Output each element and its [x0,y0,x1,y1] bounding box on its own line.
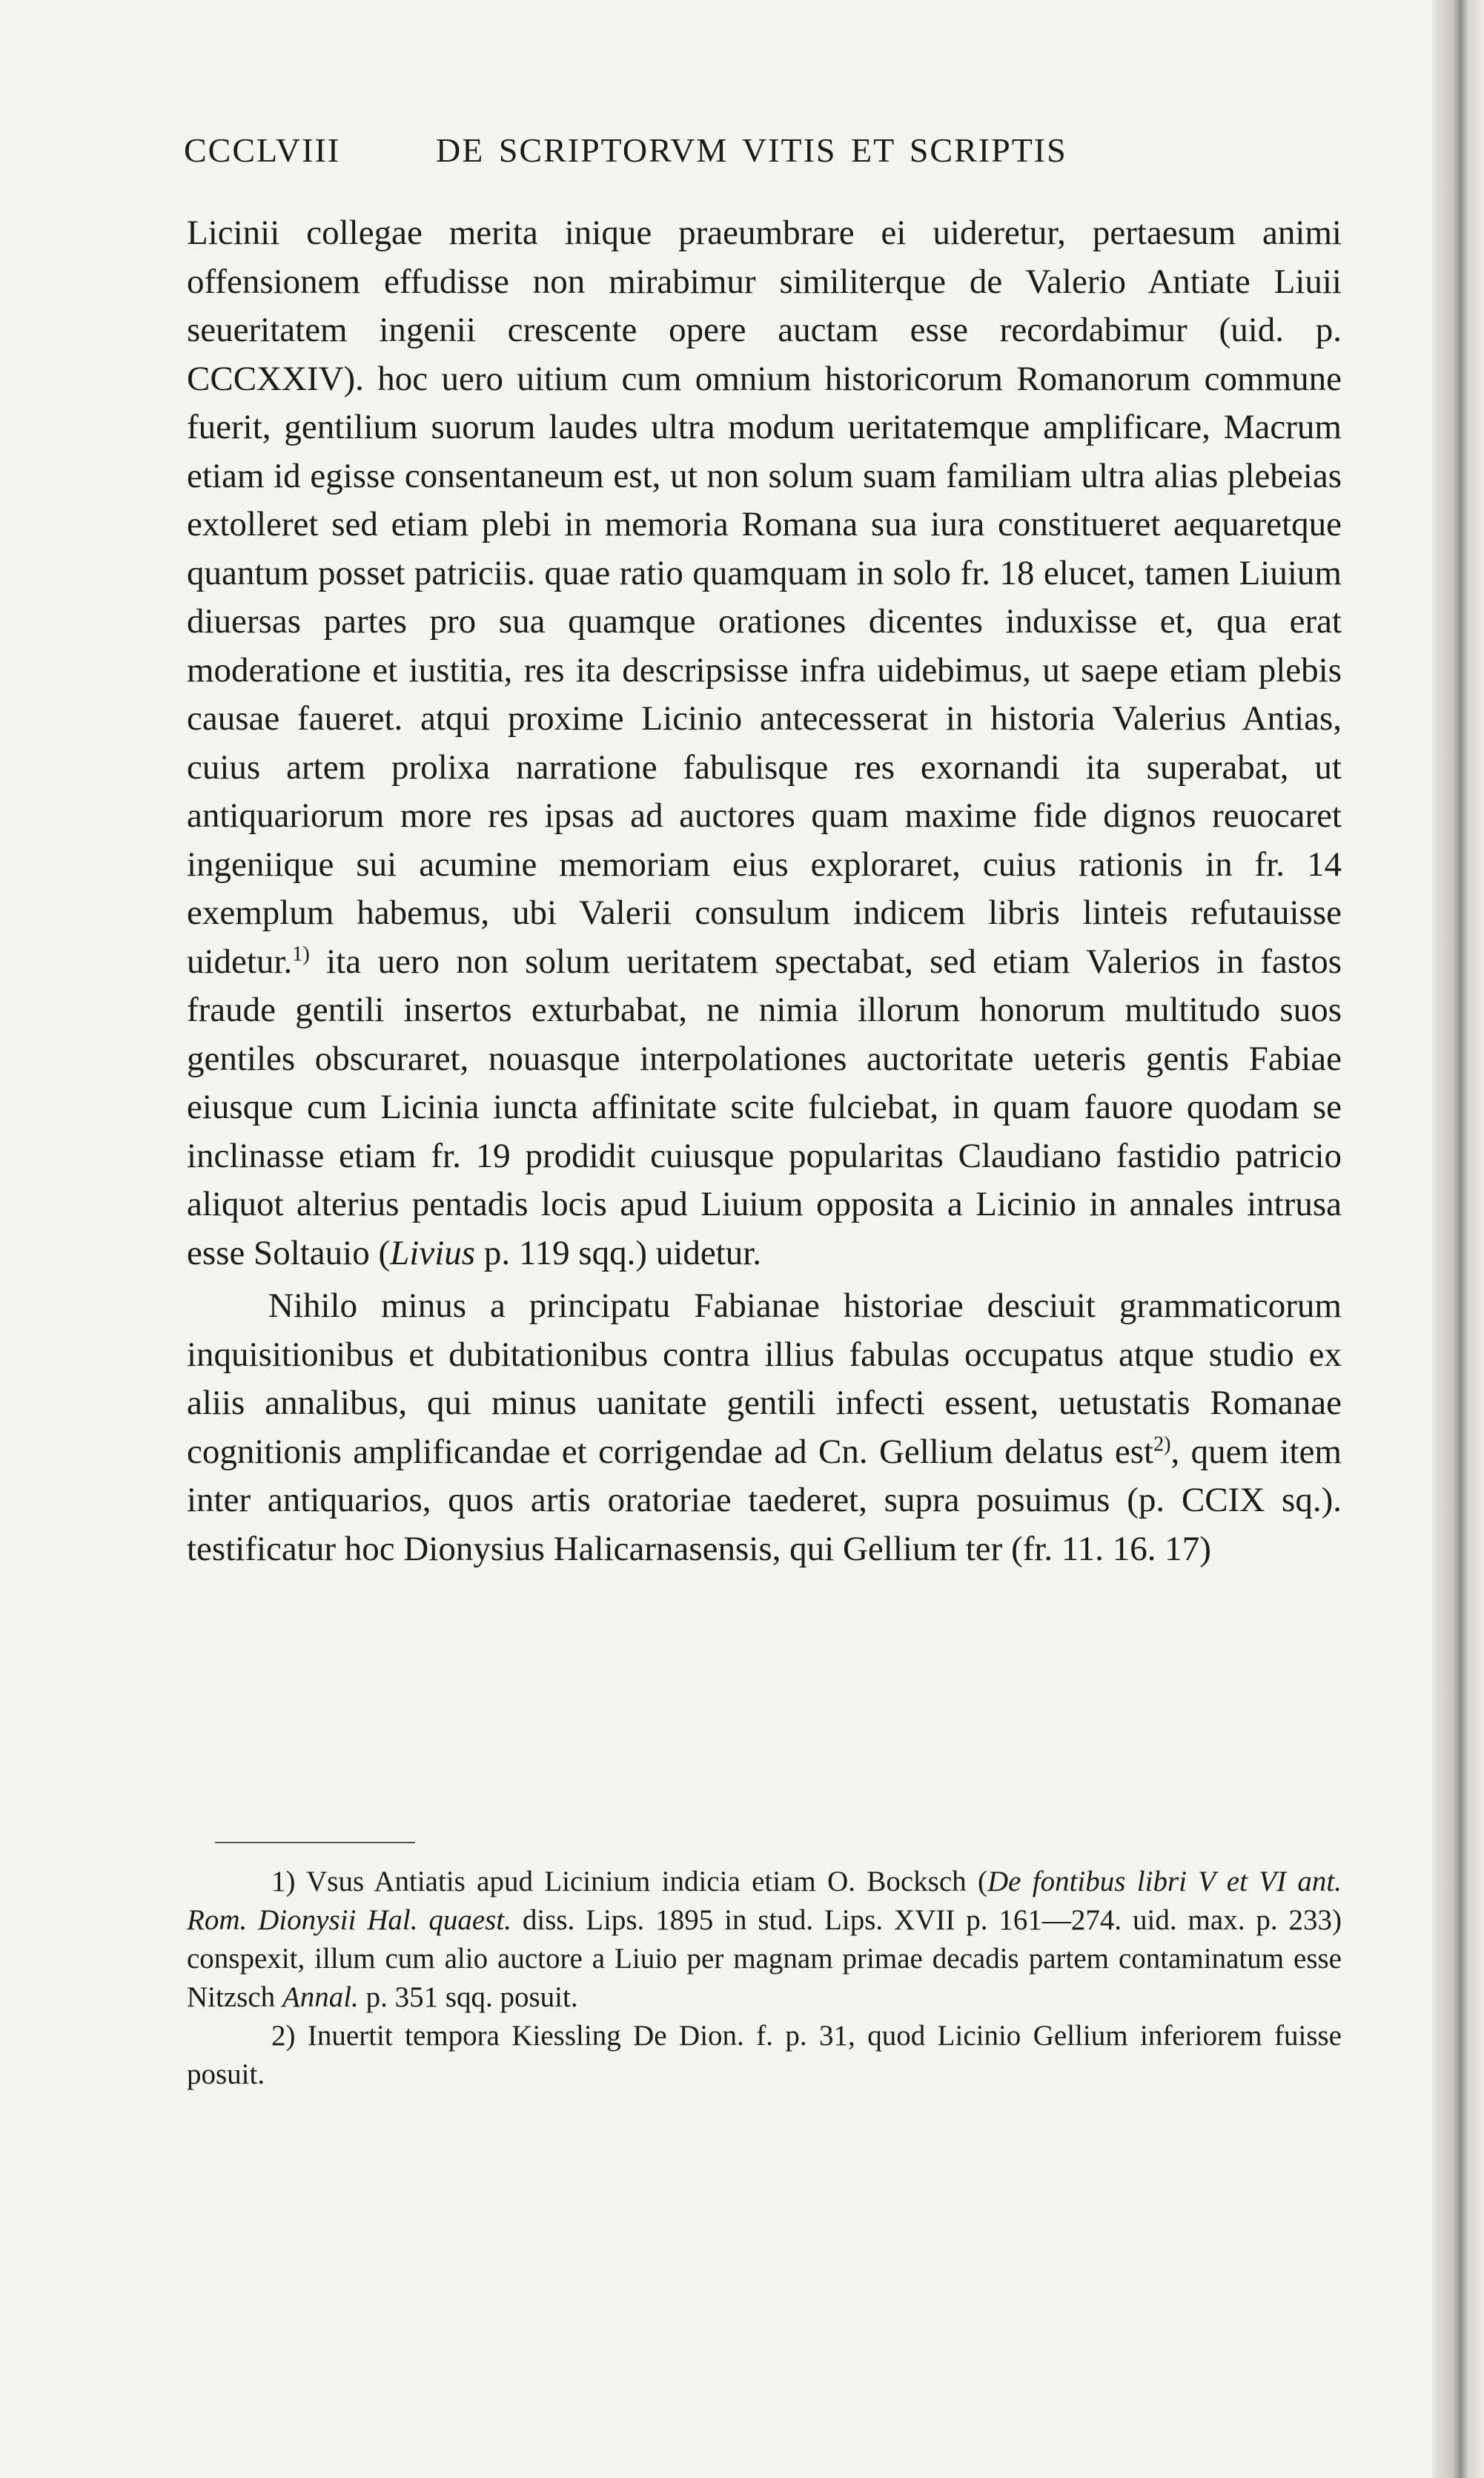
footnote-marker: 2) [1153,1432,1171,1456]
footnote-rule [215,1842,415,1843]
footnotes [187,1863,1342,2094]
main-text [187,209,1342,1573]
footnote-2 [187,2017,1342,2094]
text-run: sq.). testificatur hoc Dionysius Halicarnasensis, qui Gellium ter (fr. 11. 16. 17) [187,1481,1342,1568]
text-run: Inuertit tempora Kiessling De Dion. f. p. 31, quod Licinio Gellium inferiorem fuisse posuit. [187,2020,1342,2090]
text-run: ). hoc uero uitium cum omnium historicorum Romanorum commune fuerit, gentilium suorum laudes ultra modum ueritatemque amplificare, Macrum etiam id egisse consentaneum est, ut non solum suam familiam ultra alias plebeias extolleret sed etiam plebi in memoria Romana sua iura constitueret aequaretque quantum posset patriciis. quae ratio quamquam in solo fr. 18 elucet, tamen Liuium diuersas partes pro sua quamque orationes dicentes induxisse et, qua erat moderatione et iustitia, res ita descripsisse infra uidebimus, ut saepe etiam plebis causae faueret. atqui proxime Licinio antecesserat in historia Valerius Antias, cuius artem prolixa narratione fabulisque res exornandi ita superabat, ut antiquariorum more res ipsas ad auctores quam maxime fide dignos reuocaret ingeniique sui acumine memoriam eius exploraret, cuius rationis in fr. 14 exemplum habemus, ubi Valerii consulum indicem libris linteis refutauisse uidetur. [187,359,1342,981]
page-reference: CCIX [1181,1481,1265,1519]
text-run: ita uero non solum ueritatem spectabat, sed etiam Valerios in fastos fraude gentili insertos exturbabat, ne nimia illorum honorum multitudo suos gentiles obscuraret, nouasque interpolationes auctoritate ueteris gentis Fabiae eiusque cum Licinia iuncta affinitate scite fulciebat, in quam fauore quodam se inclinasse etiam fr. 19 prodidit cuiusque popularitas Claudiano fastidio patricio aliquot alterius pentadis locis apud Liuium opposita a Licinio in annales intrusa esse Soltauio ( [187,942,1342,1272]
paragraph-2 [187,1282,1342,1573]
running-title: DE SCRIPTORVM VITIS ET SCRIPTIS [436,131,1067,169]
text-run: Nihilo minus a principatu Fabianae historiae desciuit grammaticorum inquisitionibus et dubitationibus contra illius fabulas occupatus atque studio ex aliis annalibus, qui minus uanitate gentili infecti essent, uetustatis Romanae cognitionis amplificandae et corrigendae ad Cn. Gellium delatus est [187,1286,1342,1471]
page-reference: CCCXXIV [187,359,344,398]
footnote-number: 2) [271,2020,296,2052]
text-run: , quem item inter antiquarios, quos artis oratoriae taederet, supra posuimus (p. [187,1432,1342,1519]
text-run: p. 119 sqq.) uidetur. [475,1233,762,1272]
footnote-marker: 1) [292,942,310,965]
text-run: Licinii collegae merita inique praeumbrare ei uideretur, pertaesum animi offensionem effudisse non mirabimur similiterque de Valerio Antiate Liuii seueritatem ingenii crescente opere auctam esse recordabimur (uid. p. [187,214,1342,349]
text-run: diss. Lips. 1895 in stud. Lips. XVII p. 161—274. uid. max. p. 233) conspexit, illum cum alio auctore a Liuio per magnam primae decadis partem contaminatum esse Nitzsch [187,1904,1342,2013]
text-run: Vsus Antiatis apud Licinium indicia etiam O. Bocksch ( [295,1866,987,1897]
page-number: CCCLVIII [184,131,341,169]
text-run: p. 351 sqq. posuit. [358,1981,578,2013]
running-head [184,130,1340,175]
italic-title: Livius [390,1233,476,1272]
italic-title: Annal. [282,1981,359,2013]
footnote-1 [187,1863,1342,2017]
italic-title: De fontibus libri V et VI ant. Rom. Dionysii Hal. quaest. [187,1866,1342,1936]
page-edge-shadow [1432,0,1484,2478]
footnote-number: 1) [271,1866,296,1897]
paragraph-1 [187,209,1342,1278]
